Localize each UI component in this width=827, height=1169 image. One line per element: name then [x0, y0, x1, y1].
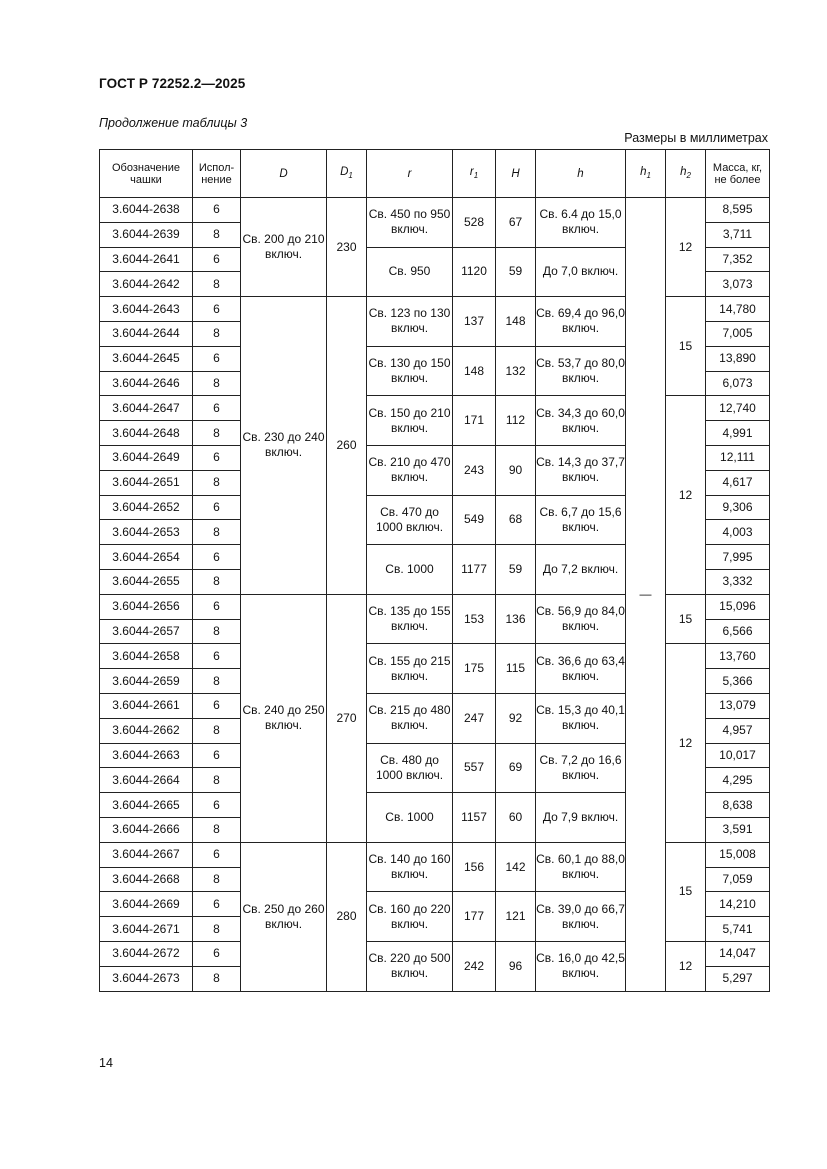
cell-H: 121 — [496, 892, 536, 942]
table-body — [100, 198, 770, 992]
cell-version: 8 — [193, 371, 241, 396]
cell-h: Св. 7,2 до 16,6 включ. — [536, 743, 626, 793]
cell-designation: 3.6044-2673 — [100, 966, 193, 991]
cell-version: 6 — [193, 545, 241, 570]
table-row — [100, 941, 770, 966]
cell-D: Св. 230 до 240 включ. — [241, 297, 327, 595]
header-version: Испол-нение — [193, 150, 241, 198]
cell-mass: 6,566 — [706, 619, 770, 644]
cell-mass: 3,591 — [706, 817, 770, 842]
cell-designation: 3.6044-2648 — [100, 421, 193, 446]
cell-r: Св. 130 до 150 включ. — [367, 346, 453, 396]
cell-H: 148 — [496, 297, 536, 347]
cell-version: 6 — [193, 594, 241, 619]
cell-H: 67 — [496, 198, 536, 248]
cell-r: Св. 470 до 1000 включ. — [367, 495, 453, 545]
cell-h: Св. 69,4 до 96,0 включ. — [536, 297, 626, 347]
cell-H: 112 — [496, 396, 536, 446]
cell-designation: 3.6044-2659 — [100, 669, 193, 694]
cell-version: 6 — [193, 445, 241, 470]
cell-H: 69 — [496, 743, 536, 793]
cell-designation: 3.6044-2661 — [100, 693, 193, 718]
header-D1: $D_1$ — [327, 150, 367, 198]
cell-r: Св. 150 до 210 включ. — [367, 396, 453, 446]
cell-r: Св. 155 до 215 включ. — [367, 644, 453, 694]
cell-r1: 1177 — [453, 545, 496, 595]
cell-version: 6 — [193, 198, 241, 223]
table-row — [100, 842, 770, 867]
cell-H: 96 — [496, 941, 536, 991]
cell-mass: 7,995 — [706, 545, 770, 570]
cell-mass: 4,957 — [706, 718, 770, 743]
table-caption: Продолжение таблицы 3 — [99, 116, 248, 130]
cell-r1: 1120 — [453, 247, 496, 297]
cell-H: 142 — [496, 842, 536, 892]
document-code: ГОСТ Р 72252.2—2025 — [99, 76, 246, 91]
cell-designation: 3.6044-2657 — [100, 619, 193, 644]
cell-mass: 10,017 — [706, 743, 770, 768]
cell-r: Св. 160 до 220 включ. — [367, 892, 453, 942]
cell-h: Св. 53,7 до 80,0 включ. — [536, 346, 626, 396]
cell-designation: 3.6044-2642 — [100, 272, 193, 297]
header-row — [100, 150, 770, 198]
cell-version: 8 — [193, 619, 241, 644]
cell-h: Св. 56,9 до 84,0 включ. — [536, 594, 626, 644]
cell-version: 6 — [193, 892, 241, 917]
header-h1: $h_1$ — [626, 150, 666, 198]
cell-r: Св. 1000 — [367, 545, 453, 595]
cell-version: 8 — [193, 817, 241, 842]
cell-H: 60 — [496, 793, 536, 843]
cell-h2: 15 — [666, 842, 706, 941]
cell-designation: 3.6044-2668 — [100, 867, 193, 892]
cell-version: 6 — [193, 495, 241, 520]
cell-D1: 230 — [327, 198, 367, 297]
cell-h: Св. 36,6 до 63,4 включ. — [536, 644, 626, 694]
cell-designation: 3.6044-2666 — [100, 817, 193, 842]
cell-designation: 3.6044-2639 — [100, 222, 193, 247]
cell-version: 6 — [193, 396, 241, 421]
cell-h: Св. 39,0 до 66,7 включ. — [536, 892, 626, 942]
cell-version: 6 — [193, 247, 241, 272]
cell-r1: 148 — [453, 346, 496, 396]
cell-H: 59 — [496, 247, 536, 297]
cell-H: 136 — [496, 594, 536, 644]
cell-mass: 3,073 — [706, 272, 770, 297]
cell-mass: 4,991 — [706, 421, 770, 446]
header-mass: Масса, кг, не более — [706, 150, 770, 198]
header-H: H — [496, 150, 536, 198]
cell-designation: 3.6044-2638 — [100, 198, 193, 223]
cell-version: 6 — [193, 346, 241, 371]
cell-h: До 7,9 включ. — [536, 793, 626, 843]
cell-h2: 15 — [666, 594, 706, 644]
cell-version: 6 — [193, 693, 241, 718]
cell-version: 6 — [193, 793, 241, 818]
cell-version: 6 — [193, 842, 241, 867]
cell-designation: 3.6044-2662 — [100, 718, 193, 743]
cell-version: 8 — [193, 421, 241, 446]
cell-h: Св. 34,3 до 60,0 включ. — [536, 396, 626, 446]
cell-version: 8 — [193, 966, 241, 991]
cell-mass: 5,366 — [706, 669, 770, 694]
cell-r: Св. 1000 — [367, 793, 453, 843]
cell-h2: 12 — [666, 198, 706, 297]
cell-h2: 12 — [666, 644, 706, 842]
cell-version: 6 — [193, 743, 241, 768]
cell-designation: 3.6044-2649 — [100, 445, 193, 470]
header-r1: $r_1$ — [453, 150, 496, 198]
cell-mass: 4,617 — [706, 470, 770, 495]
cell-r1: 243 — [453, 445, 496, 495]
cell-D: Св. 250 до 260 включ. — [241, 842, 327, 991]
cell-designation: 3.6044-2654 — [100, 545, 193, 570]
cell-version: 8 — [193, 520, 241, 545]
cell-D1: 280 — [327, 842, 367, 991]
cell-mass: 5,741 — [706, 917, 770, 942]
cell-version: 8 — [193, 569, 241, 594]
cell-mass: 4,003 — [706, 520, 770, 545]
cell-r: Св. 950 — [367, 247, 453, 297]
cell-r: Св. 215 до 480 включ. — [367, 693, 453, 743]
cell-H: 59 — [496, 545, 536, 595]
cell-mass: 12,740 — [706, 396, 770, 421]
cell-designation: 3.6044-2656 — [100, 594, 193, 619]
cell-r: Св. 123 по 130 включ. — [367, 297, 453, 347]
cell-designation: 3.6044-2664 — [100, 768, 193, 793]
cell-D1: 260 — [327, 297, 367, 595]
cell-designation: 3.6044-2671 — [100, 917, 193, 942]
table-row — [100, 396, 770, 421]
cell-version: 8 — [193, 768, 241, 793]
cell-designation: 3.6044-2665 — [100, 793, 193, 818]
cell-mass: 13,079 — [706, 693, 770, 718]
cell-h: Св. 16,0 до 42,5 включ. — [536, 941, 626, 991]
cell-version: 8 — [193, 272, 241, 297]
cell-designation: 3.6044-2645 — [100, 346, 193, 371]
header-D: D — [241, 150, 327, 198]
cell-h1: — — [626, 198, 666, 992]
cell-r1: 1157 — [453, 793, 496, 843]
cell-r1: 247 — [453, 693, 496, 743]
cell-mass: 6,073 — [706, 371, 770, 396]
header-h2: $h_2$ — [666, 150, 706, 198]
cell-designation: 3.6044-2646 — [100, 371, 193, 396]
cell-mass: 14,210 — [706, 892, 770, 917]
cell-designation: 3.6044-2651 — [100, 470, 193, 495]
cell-designation: 3.6044-2663 — [100, 743, 193, 768]
cell-r: Св. 140 до 160 включ. — [367, 842, 453, 892]
cell-mass: 9,306 — [706, 495, 770, 520]
cell-r1: 549 — [453, 495, 496, 545]
cell-H: 68 — [496, 495, 536, 545]
cell-mass: 15,008 — [706, 842, 770, 867]
table-row — [100, 644, 770, 669]
cell-designation: 3.6044-2641 — [100, 247, 193, 272]
cell-mass: 15,096 — [706, 594, 770, 619]
cell-h: Св. 14,3 до 37,7 включ. — [536, 445, 626, 495]
table-row — [100, 198, 770, 223]
cell-h: Св. 15,3 до 40,1 включ. — [536, 693, 626, 743]
cell-r1: 153 — [453, 594, 496, 644]
cell-mass: 4,295 — [706, 768, 770, 793]
cell-designation: 3.6044-2644 — [100, 321, 193, 346]
dimensions-table — [99, 149, 770, 992]
cell-h2: 12 — [666, 941, 706, 991]
cell-h2: 12 — [666, 396, 706, 594]
cell-mass: 7,059 — [706, 867, 770, 892]
cell-H: 132 — [496, 346, 536, 396]
cell-mass: 13,760 — [706, 644, 770, 669]
cell-version: 6 — [193, 297, 241, 322]
cell-h: Св. 60,1 до 88,0 включ. — [536, 842, 626, 892]
page-number: 14 — [99, 1056, 113, 1070]
cell-r1: 177 — [453, 892, 496, 942]
cell-designation: 3.6044-2667 — [100, 842, 193, 867]
table-row — [100, 594, 770, 619]
cell-H: 115 — [496, 644, 536, 694]
cell-mass: 3,332 — [706, 569, 770, 594]
cell-designation: 3.6044-2652 — [100, 495, 193, 520]
cell-designation: 3.6044-2669 — [100, 892, 193, 917]
cell-r1: 242 — [453, 941, 496, 991]
cell-designation: 3.6044-2672 — [100, 941, 193, 966]
cell-mass: 12,111 — [706, 445, 770, 470]
cell-version: 8 — [193, 470, 241, 495]
cell-r1: 171 — [453, 396, 496, 446]
cell-h: До 7,2 включ. — [536, 545, 626, 595]
cell-D1: 270 — [327, 594, 367, 842]
cell-designation: 3.6044-2643 — [100, 297, 193, 322]
table-row — [100, 297, 770, 322]
cell-r1: 156 — [453, 842, 496, 892]
cell-r: Св. 135 до 155 включ. — [367, 594, 453, 644]
cell-version: 8 — [193, 917, 241, 942]
cell-H: 90 — [496, 445, 536, 495]
units-note: Размеры в миллиметрах — [624, 131, 768, 145]
cell-r: Св. 480 до 1000 включ. — [367, 743, 453, 793]
cell-r: Св. 210 до 470 включ. — [367, 445, 453, 495]
cell-r1: 557 — [453, 743, 496, 793]
cell-version: 6 — [193, 941, 241, 966]
cell-designation: 3.6044-2653 — [100, 520, 193, 545]
cell-r: Св. 220 до 500 включ. — [367, 941, 453, 991]
cell-mass: 3,711 — [706, 222, 770, 247]
cell-r: Св. 450 по 950 включ. — [367, 198, 453, 248]
cell-h: До 7,0 включ. — [536, 247, 626, 297]
cell-D: Св. 200 до 210 включ. — [241, 198, 327, 297]
cell-mass: 8,595 — [706, 198, 770, 223]
cell-r1: 528 — [453, 198, 496, 248]
cell-version: 8 — [193, 222, 241, 247]
cell-mass: 7,352 — [706, 247, 770, 272]
cell-mass: 7,005 — [706, 321, 770, 346]
cell-D: Св. 240 до 250 включ. — [241, 594, 327, 842]
cell-designation: 3.6044-2655 — [100, 569, 193, 594]
cell-designation: 3.6044-2647 — [100, 396, 193, 421]
cell-version: 8 — [193, 867, 241, 892]
cell-h: Св. 6,7 до 15,6 включ. — [536, 495, 626, 545]
cell-mass: 8,638 — [706, 793, 770, 818]
cell-h2: 15 — [666, 297, 706, 396]
cell-designation: 3.6044-2658 — [100, 644, 193, 669]
cell-h: Св. 6.4 до 15,0 включ. — [536, 198, 626, 248]
cell-H: 92 — [496, 693, 536, 743]
cell-r1: 175 — [453, 644, 496, 694]
cell-version: 8 — [193, 718, 241, 743]
cell-mass: 14,047 — [706, 941, 770, 966]
cell-version: 6 — [193, 644, 241, 669]
cell-version: 8 — [193, 321, 241, 346]
header-r: r — [367, 150, 453, 198]
cell-mass: 13,890 — [706, 346, 770, 371]
cell-mass: 14,780 — [706, 297, 770, 322]
header-h: h — [536, 150, 626, 198]
cell-mass: 5,297 — [706, 966, 770, 991]
cell-r1: 137 — [453, 297, 496, 347]
header-designation: Обозначение чашки — [100, 150, 193, 198]
cell-version: 8 — [193, 669, 241, 694]
